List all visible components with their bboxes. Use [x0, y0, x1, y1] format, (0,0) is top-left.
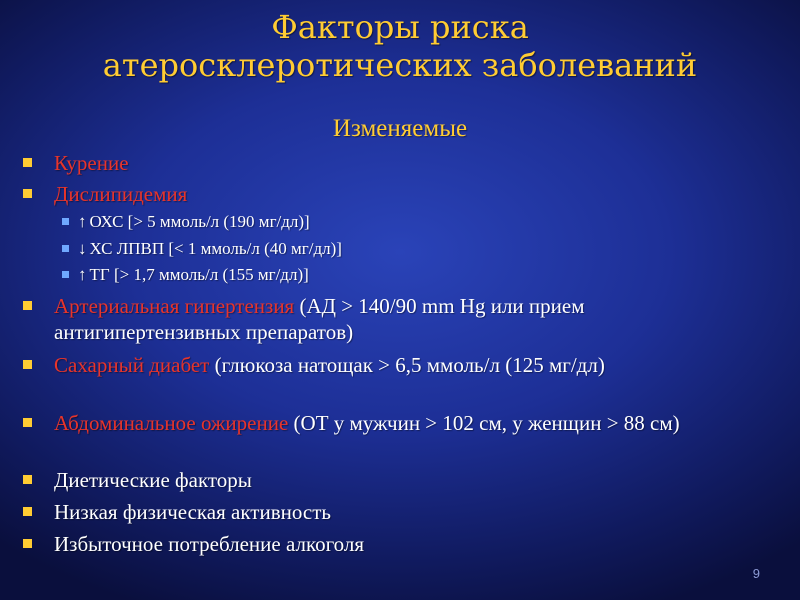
bullet-icon [23, 507, 32, 516]
item-text: Диетические факторы [54, 468, 252, 492]
sub-bullet-icon [62, 245, 69, 252]
list-item-abdominal-obesity [54, 410, 754, 436]
bullet-icon [23, 158, 32, 167]
sub-item-text: ОХС [> 5 ммоль/л (190 мг/дл)] [89, 212, 310, 231]
item-text: (ОТ у мужчин > 102 см, у женщин > 88 см) [288, 411, 680, 435]
bullet-icon [23, 418, 32, 427]
sub-item-triglycerides [78, 264, 678, 286]
item-text: (глюкоза натощак > 6,5 ммоль/л (125 мг/дл) [209, 353, 605, 377]
sub-item-total-cholesterol [78, 211, 678, 233]
item-highlight: Артериальная гипертензия [54, 294, 295, 318]
item-highlight: Абдоминальное ожирение [54, 411, 289, 435]
list-item-smoking [54, 150, 754, 176]
bullet-icon [23, 539, 32, 548]
sub-bullet-icon [62, 271, 69, 278]
sub-item-text: ТГ [> 1,7 ммоль/л (155 мг/дл)] [89, 265, 309, 284]
item-highlight: Курение [54, 151, 129, 175]
bullet-icon [23, 360, 32, 369]
item-text: (АД > 140/90 mm Hg или прием антигипертензивных препаратов) [54, 294, 585, 344]
bullet-icon [23, 475, 32, 484]
item-text: Избыточное потребление алкоголя [54, 532, 365, 556]
sub-item-text: ХС ЛПВП [< 1 ммоль/л (40 мг/дл)] [89, 239, 342, 258]
sub-item-hdl [78, 238, 678, 260]
title-line-2: атеросклеротических заболеваний [102, 46, 698, 84]
bullet-icon [23, 189, 32, 198]
slide-subtitle: Изменяемые [332, 115, 468, 142]
list-item-hypertension [54, 293, 754, 345]
title-line-1: Факторы риска [271, 8, 529, 46]
item-highlight: Дислипидемия [54, 182, 188, 206]
arrow-up-icon: ↑ [78, 212, 87, 231]
list-item-alcohol [54, 531, 754, 557]
page-number: 9 [752, 566, 760, 581]
item-text: Низкая физическая активность [54, 500, 331, 524]
slide-title [0, 8, 800, 84]
sub-bullet-icon [62, 218, 69, 225]
list-item-diabetes [54, 352, 754, 378]
list-item-diet [54, 467, 754, 493]
arrow-up-icon: ↑ [78, 265, 87, 284]
bullet-icon [23, 301, 32, 310]
item-highlight: Сахарный диабет [54, 353, 210, 377]
list-item-dyslipidemia [54, 181, 754, 207]
arrow-down-icon: ↓ [78, 239, 87, 258]
list-item-physical-activity [54, 499, 754, 525]
